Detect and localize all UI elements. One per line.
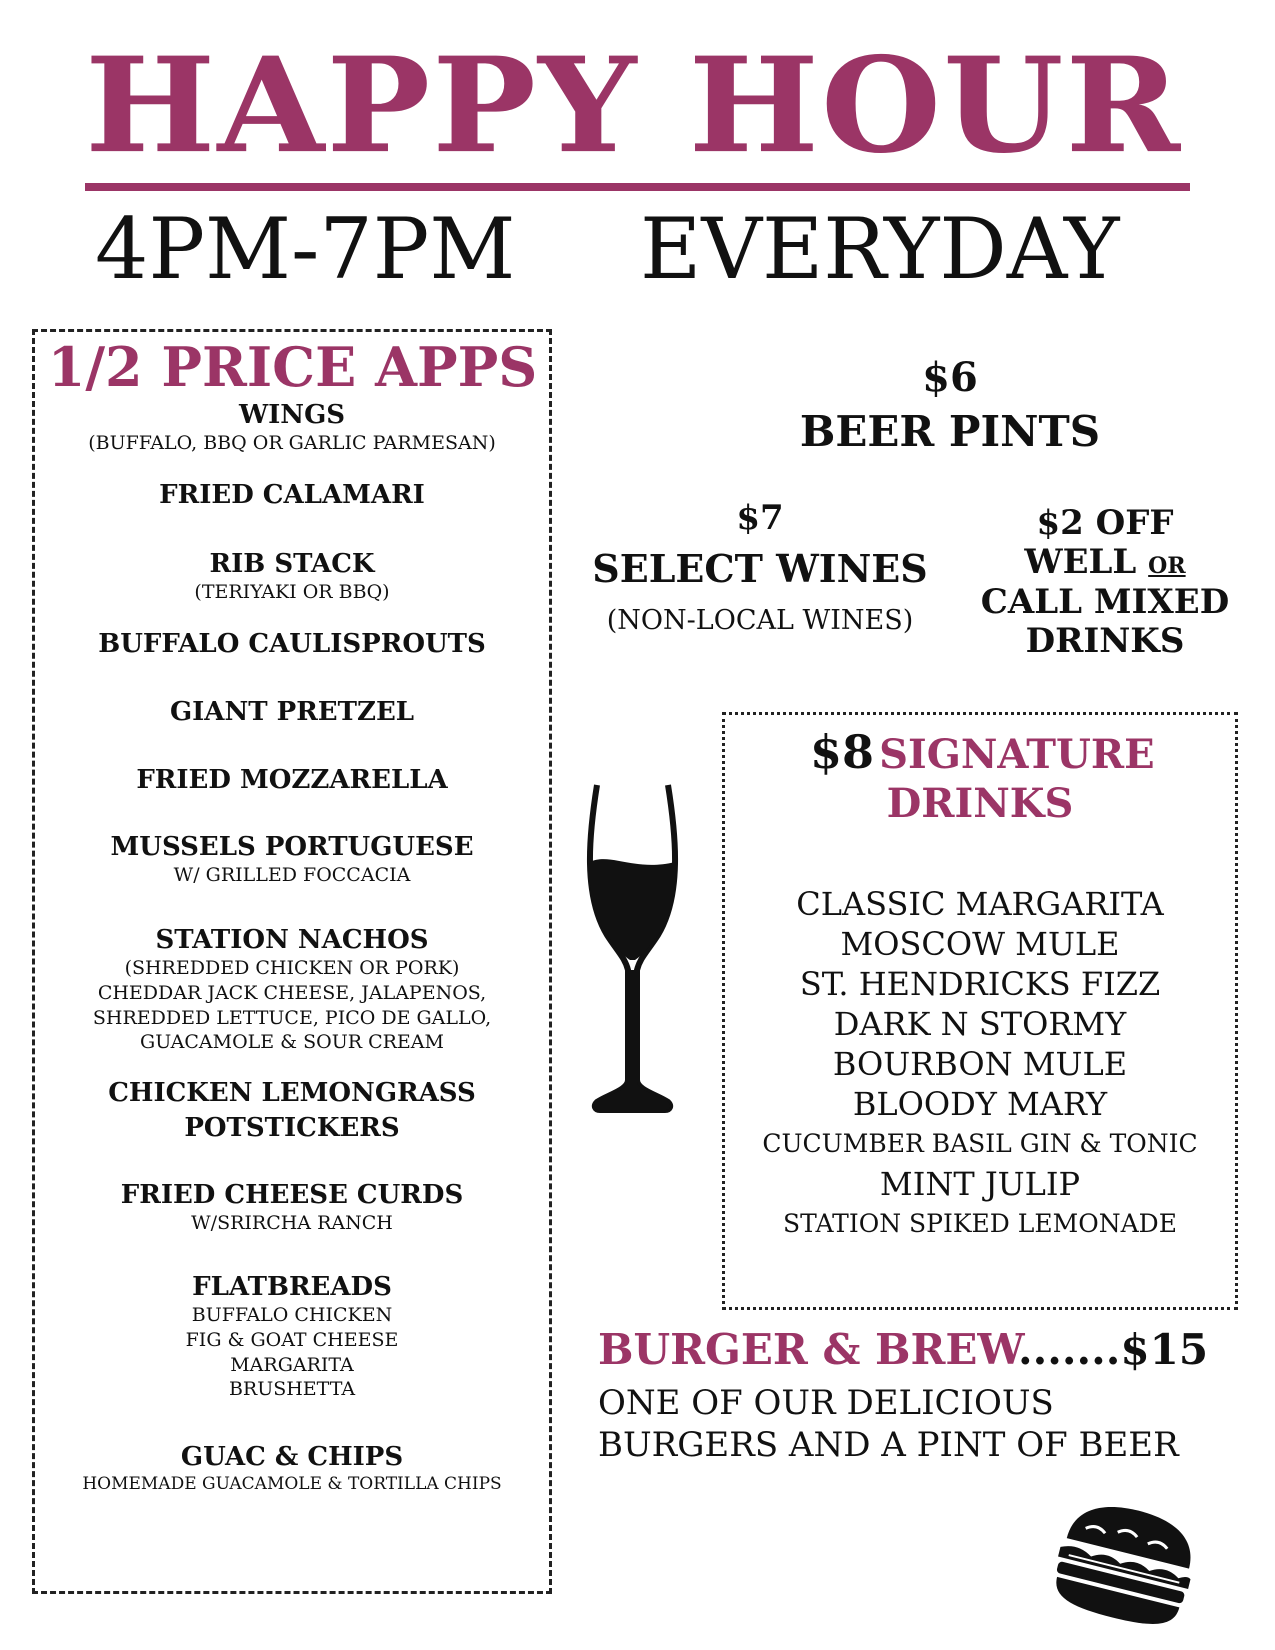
app-detail: W/SRIRCHA RANCH (191, 1212, 393, 1235)
app-name: STATION NACHOS (155, 925, 429, 955)
app-item-guac-chips (34, 1442, 550, 1495)
mixed-line4: DRINKS (1025, 621, 1185, 662)
mixed-or: OR (1148, 553, 1186, 580)
app-item-wings (34, 400, 550, 456)
app-item-pretzel (34, 697, 550, 728)
mixed-line3: CALL MIXED (980, 581, 1230, 622)
wine-price: $7 (736, 498, 784, 538)
signature-label-line2: DRINKS (886, 780, 1074, 827)
mixed-line2 (960, 544, 1250, 581)
hours-text: 4PM-7PM (95, 200, 516, 298)
app-item-nachos (34, 925, 550, 1055)
app-item-rib-stack (34, 549, 550, 605)
wine-glass-icon (585, 780, 680, 1115)
signature-item: DARK N STORMY (833, 1005, 1127, 1043)
app-detail: SHREDDED LETTUCE, PICO DE GALLO, (92, 1006, 492, 1029)
wine-label: SELECT WINES (592, 546, 928, 591)
app-name: BUFFALO CAULISPROUTS (98, 629, 486, 659)
app-detail: FIG & GOAT CHEESE (185, 1328, 399, 1351)
signature-list (724, 884, 1236, 1244)
burger-label: BURGER & BREW (598, 1325, 1019, 1374)
wine-note: (NON-LOCAL WINES) (606, 605, 914, 636)
app-detail: (BUFFALO, BBQ OR GARLIC PARMESAN) (88, 432, 496, 455)
app-detail: BRUSHETTA (228, 1378, 356, 1401)
signature-item: CLASSIC MARGARITA (796, 885, 1164, 923)
mixed-drinks (960, 505, 1250, 661)
beer-price: $6 (922, 354, 978, 401)
app-name: GUAC & CHIPS (180, 1442, 404, 1472)
app-name: FRIED MOZZARELLA (136, 765, 448, 795)
app-item-caulisprouts (34, 629, 550, 660)
app-name: RIB STACK (209, 549, 375, 579)
days-text: EVERYDAY (640, 200, 1120, 298)
app-detail: (SHREDDED CHICKEN OR PORK) (124, 957, 460, 980)
app-item-potstickers (34, 1078, 550, 1144)
mixed-price: $2 OFF (1036, 503, 1174, 543)
signature-item: MOSCOW MULE (840, 925, 1120, 963)
signature-item: ST. HENDRICKS FIZZ (799, 965, 1161, 1003)
app-name: GIANT PRETZEL (169, 697, 415, 727)
app-name: CHICKEN LEMONGRASS (108, 1078, 476, 1108)
app-name-line2: POTSTICKERS (184, 1113, 400, 1144)
signature-item: BOURBON MULE (832, 1045, 1128, 1083)
page-title: HAPPY HOUR (85, 27, 1183, 183)
app-item-mozzarella (34, 765, 550, 796)
app-item-mussels (34, 832, 550, 888)
app-detail: BUFFALO CHICKEN (191, 1304, 393, 1327)
burger-desc-line1: ONE OF OUR DELICIOUS (598, 1383, 1054, 1423)
app-name: FRIED CALAMARI (159, 480, 425, 510)
app-detail: HOMEMADE GUACAMOLE & TORTILLA CHIPS (82, 1474, 502, 1495)
signature-heading (810, 725, 1155, 780)
signature-item: STATION SPIKED LEMONADE (783, 1209, 1177, 1238)
signature-item: BLOODY MARY (852, 1085, 1108, 1123)
burger-dots: ....... (1018, 1325, 1121, 1374)
signature-label: SIGNATURE (879, 731, 1155, 778)
app-detail: GUACAMOLE & SOUR CREAM (140, 1031, 444, 1054)
signature-price: $8 (810, 725, 875, 779)
burger-price: $15 (1120, 1325, 1209, 1374)
app-item-flatbreads (34, 1272, 550, 1402)
title-underline (85, 183, 1190, 191)
app-name: MUSSELS PORTUGUESE (110, 832, 474, 862)
beer-label: BEER PINTS (799, 407, 1101, 456)
signature-item: MINT JULIP (879, 1165, 1081, 1203)
app-name: FLATBREADS (192, 1272, 392, 1302)
app-name: WINGS (238, 400, 346, 430)
mixed-well: WELL (1024, 542, 1137, 583)
burger-desc-line2: BURGERS AND A PINT OF BEER (598, 1425, 1179, 1465)
app-detail: (TERIYAKI OR BBQ) (194, 581, 390, 604)
burger-icon (1050, 1505, 1200, 1625)
app-detail: CHEDDAR JACK CHEESE, JALAPENOS, (97, 981, 487, 1004)
app-name: FRIED CHEESE CURDS (120, 1180, 464, 1210)
app-detail: W/ GRILLED FOCCACIA (173, 864, 411, 887)
apps-heading: 1/2 PRICE APPS (47, 335, 538, 399)
signature-item: CUCUMBER BASIL GIN & TONIC (762, 1129, 1198, 1158)
app-detail: MARGARITA (230, 1353, 354, 1376)
burger-heading (598, 1325, 1208, 1375)
app-item-cheese-curds (34, 1180, 550, 1236)
app-item-calamari (34, 480, 550, 511)
